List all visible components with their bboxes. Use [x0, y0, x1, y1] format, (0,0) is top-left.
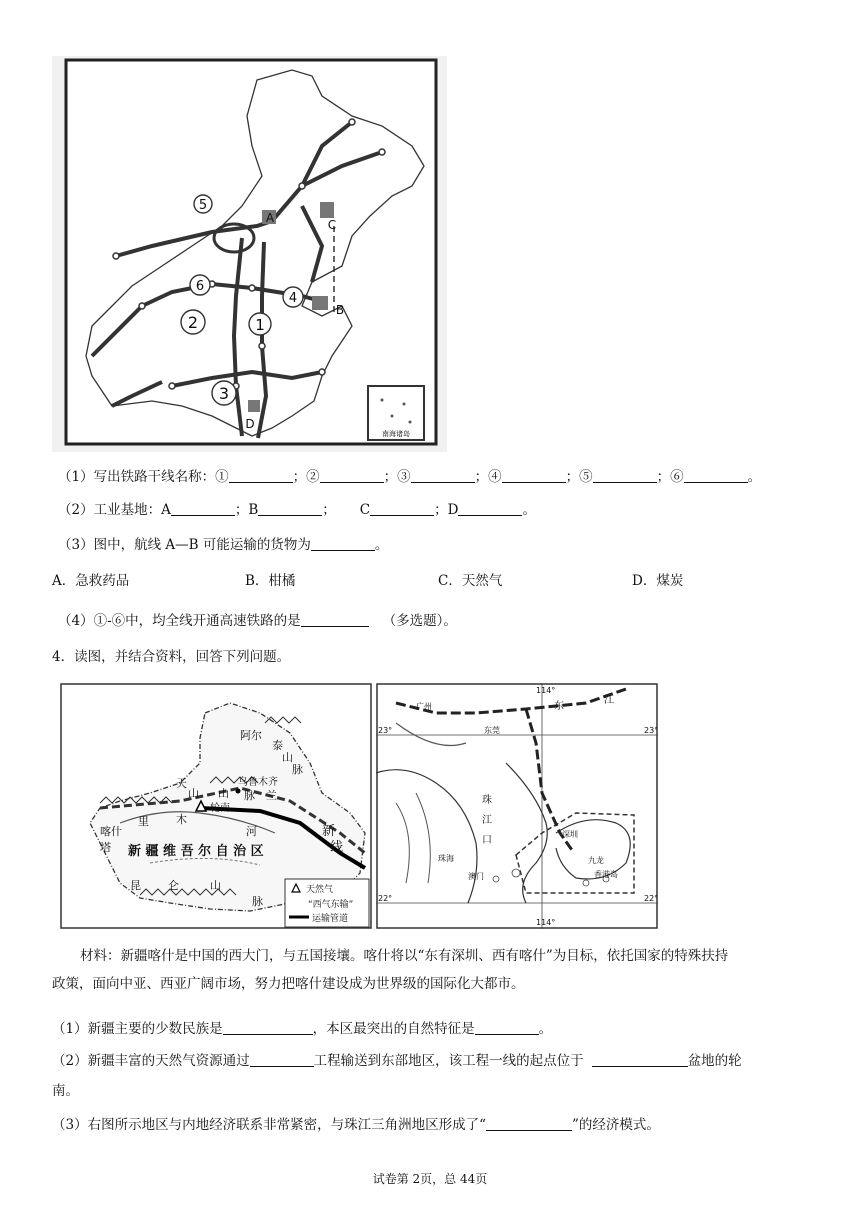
map2-shan3: 山 [218, 787, 229, 800]
q3-sub1-sep: ；② [292, 469, 320, 485]
map2-legend-pipe2: 运输管道 [312, 914, 349, 924]
q4-title: 4．读图，并结合资料，回答下列问题。 [52, 649, 291, 665]
q3-sub1-sep: 。 [747, 469, 762, 485]
map3-jiulong: 九龙 [588, 856, 604, 865]
map1-label-4: 4 [288, 291, 298, 306]
q4-sub3 [52, 1116, 660, 1134]
q3-sub3 [58, 536, 388, 554]
map2-legend [285, 879, 369, 927]
map2-aer: 阿尔 [240, 729, 262, 742]
q3-option-b[interactable]: B．柑橘 [245, 573, 296, 589]
map3-shenzhen: 深圳 [562, 830, 578, 839]
q3-sub2-semi: ； [322, 502, 336, 518]
answer-blank[interactable] [258, 501, 322, 516]
q3-sub4 [58, 612, 457, 630]
q3-option-a[interactable]: A．急救药品 [52, 573, 130, 589]
q3-sub1-sep: ；③ [383, 469, 411, 485]
q3-sub3-end: 。 [374, 537, 389, 553]
map2-region: 新 疆 维 吾 尔 自 治 区 [128, 844, 264, 859]
q3-option-c[interactable]: C．天然气 [438, 573, 503, 589]
china-railway-map [52, 56, 447, 452]
map1-label-c: C [327, 218, 337, 232]
map2-shan1: 山 [282, 751, 293, 764]
q3-sub4-tail: （多选题）。 [382, 613, 457, 629]
q4-sub2-line2: 南。 [52, 1083, 79, 1099]
map3-hongkong: 香港岛 [594, 870, 618, 879]
map2-lun: 仑 [168, 879, 179, 892]
answer-blank[interactable] [592, 1052, 688, 1067]
map3-lat23-left: 23° [378, 726, 393, 735]
answer-blank[interactable] [370, 501, 434, 516]
answer-blank[interactable] [458, 501, 522, 516]
map3-lat22-left: 22° [378, 894, 393, 903]
map1-label-6: 6 [195, 279, 205, 294]
map2-kashi: 喀什 [100, 825, 122, 838]
answer-blank[interactable] [593, 468, 657, 483]
answer-blank[interactable] [311, 536, 375, 551]
map3-dong: 东 [554, 701, 564, 712]
map1-label-d: D [245, 417, 255, 431]
map3-guangzhou: 广州 [416, 702, 432, 711]
map1-label-a: A [265, 211, 275, 225]
answer-blank[interactable] [411, 468, 475, 483]
map2-xin: 新 [322, 824, 336, 839]
map3-zhu: 珠 [482, 795, 492, 806]
answer-blank[interactable] [320, 468, 384, 483]
q3-sub1-prefix: （1）写出铁路干线名称：① [58, 469, 229, 485]
map2-xian: 线 [330, 840, 344, 855]
q3-sub2-end: 。 [522, 502, 536, 518]
map2-kun: 昆 [130, 879, 141, 892]
answer-blank[interactable] [475, 1020, 539, 1035]
map3-jiang2: 江 [482, 815, 492, 826]
map3-lon114-bottom: 114° [536, 918, 556, 927]
q3-sub2-b: ；B [234, 502, 259, 518]
map2-tian: 天 [176, 777, 187, 790]
q4-sub2-b: 工程输送到东部地区，该工程一线的起点位于 [313, 1053, 584, 1069]
map1-label-3: 3 [218, 384, 230, 403]
page-footer: 试卷第 2页，总 44页 [372, 1172, 488, 1186]
map1-inset-label: 南海诸岛 [382, 430, 410, 438]
map1-label-5: 5 [198, 198, 208, 213]
q4-sub1-b: ，本区最突出的自然特征是 [312, 1021, 475, 1037]
map3-zhuhai: 珠海 [438, 854, 454, 863]
map1-label-1: 1 [255, 316, 265, 334]
answer-blank[interactable] [250, 1052, 314, 1067]
xinjiang-map [60, 683, 372, 929]
q4-sub3-a: （3）右图所示地区与内地经济联系非常紧密，与珠江三角洲地区形成了“ [52, 1117, 486, 1133]
answer-blank[interactable] [486, 1116, 572, 1131]
answer-blank[interactable] [301, 612, 369, 627]
q4-sub1 [52, 1020, 552, 1038]
map2-ta: 塔 [100, 841, 111, 854]
q3-sub2-d: ；D [434, 502, 459, 518]
q4-sub2-c: 盆地的轮 [687, 1053, 742, 1069]
answer-blank[interactable] [229, 468, 293, 483]
q4-material [52, 942, 812, 998]
map1-label-b: B [335, 303, 345, 317]
q4-material-line2: 政策，面向中亚、西亚广阔市场，努力把喀什建设成为世界级的国际化大都市。 [52, 976, 525, 992]
map3-lon114-top: 114° [536, 686, 556, 695]
answer-blank[interactable] [171, 501, 235, 516]
map2-lan: 兰 [266, 789, 277, 802]
map2-li: 里 [138, 815, 149, 828]
q4-sub2-a: （2）新疆丰富的天然气资源通过 [52, 1053, 250, 1069]
q3-sub1-sep: ；⑤ [565, 469, 593, 485]
q3-sub1-sep: ；④ [474, 469, 502, 485]
answer-blank[interactable] [502, 468, 566, 483]
map3-aomen: 澳门 [468, 872, 484, 881]
map2-urumqi: 乌鲁木齐 [238, 777, 278, 788]
q4-material-line1: 材料：新疆喀什是中国的西大门，与五国接壤。喀什将以“东有深圳、西有喀什”为目标，依托国家的特殊扶持 [80, 948, 729, 964]
q4-sub1-end: 。 [538, 1021, 553, 1037]
map3-kou: 口 [482, 835, 492, 846]
map2-lunnan: 轮南 [210, 803, 230, 814]
q3-sub1-sep: ；⑥ [656, 469, 684, 485]
map2-legend-gas: 天然气 [306, 885, 334, 895]
q4-sub2 [52, 1052, 742, 1070]
map2-mai2: 脉 [244, 789, 255, 802]
q4-sub3-b: ”的经济模式。 [572, 1117, 660, 1133]
answer-blank[interactable] [684, 468, 748, 483]
map3-dongguan: 东莞 [484, 726, 500, 735]
map2-tai: 泰 [272, 739, 283, 752]
map2-mai1: 脉 [292, 763, 303, 776]
map2-shan2: 山 [188, 787, 199, 800]
map2-shan4: 山 [210, 879, 221, 892]
q3-option-d[interactable]: D．煤炭 [632, 573, 684, 589]
q3-sub4-text: （4）①-⑥中，均全线开通高速铁路的是 [58, 613, 301, 629]
q3-sub3-text: （3）图中，航线 A—B 可能运输的货物为 [58, 537, 311, 553]
map2-legend-pipe1: “西气东输” [308, 900, 354, 910]
map2-mai3: 脉 [252, 895, 263, 908]
q3-sub2-a: （2）工业基地：A [58, 502, 171, 518]
q3-sub2 [58, 501, 536, 519]
map2-mu: 木 [176, 813, 187, 826]
q3-sub1 [58, 468, 761, 486]
map3-lat22-right: 22° [644, 894, 658, 903]
map1-label-2: 2 [187, 313, 199, 332]
map2-he: 河 [246, 825, 257, 838]
map3-lat23-right: 23° [644, 726, 658, 735]
q4-sub1-a: （1）新疆主要的少数民族是 [52, 1021, 223, 1037]
map3-jiang: 江 [604, 695, 614, 706]
pearl-river-delta-map [376, 683, 658, 929]
answer-blank[interactable] [223, 1020, 313, 1035]
q3-sub2-c: C [359, 502, 371, 518]
